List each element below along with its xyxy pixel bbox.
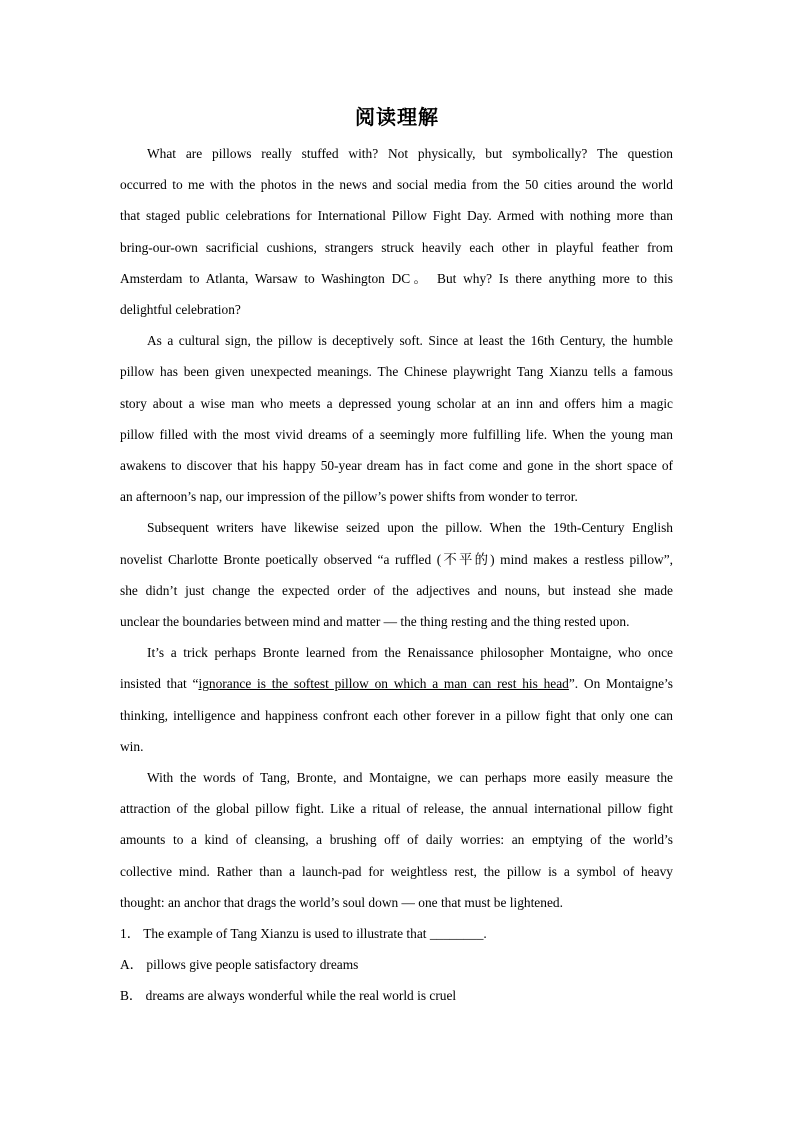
text-line: unclear the boundaries between mind and matter — the thing resting and the thing rested upon. [120, 614, 630, 630]
paragraph-5 [120, 762, 673, 918]
text-line: awakens to discover that his happy 50-year dream has in fact come and gone in the short space of [120, 458, 673, 474]
reading-passage [120, 138, 673, 1012]
text-line: amounts to a kind of cleansing, a brushing off of daily worries: an emptying of the world’s [120, 832, 673, 848]
question-1 [120, 918, 673, 1012]
text-line: an afternoon’s nap, our impression of the pillow’s power shifts from wonder to terror. [120, 489, 578, 505]
text-line: novelist Charlotte Bronte poetically observed “a ruffled (不平的) mind makes a restless pillow”, [120, 551, 673, 567]
text-line: occurred to me with the photos in the news and social media from the 50 cities around the world [120, 177, 673, 193]
question-stem: 1． The example of Tang Xianzu is used to illustrate that ________. [120, 926, 487, 942]
text-line: bring-our-own sacrificial cushions, strangers struck heavily each other in playful feather from [120, 239, 673, 255]
text-line: pillow has been given unexpected meanings. The Chinese playwright Tang Xianzu tells a famous [120, 364, 673, 380]
text-line: win. [120, 738, 144, 754]
quote-suffix: ”. On Montaigne’s [568, 676, 673, 692]
paragraph-2 [120, 325, 673, 512]
text-line: As a cultural sign, the pillow is deceptively soft. Since at least the 16th Century, the humble [147, 333, 673, 349]
option-b: B． dreams are always wonderful while the real world is cruel [120, 988, 457, 1004]
text-line: What are pillows really stuffed with? Not physically, but symbolically? The question [147, 146, 673, 161]
text-line: It’s a trick perhaps Bronte learned from the Renaissance philosopher Montaigne, who once [147, 645, 673, 661]
quote-prefix: insisted that “ [120, 676, 199, 692]
text-line: attraction of the global pillow fight. Like a ritual of release, the annual international pillow fight [120, 801, 673, 817]
text-line: thinking, intelligence and happiness confront each other forever in a pillow fight that only one can [120, 707, 673, 723]
text-line: Subsequent writers have likewise seized upon the pillow. When the 19th-Century English [147, 520, 673, 536]
text-line: delightful celebration? [120, 302, 241, 318]
paragraph-3 [120, 512, 673, 637]
option-a: A． pillows give people satisfactory dreams [120, 957, 359, 973]
text-line: Amsterdam to Atlanta, Warsaw to Washington DC。 But why? Is there anything more to this [120, 270, 673, 286]
text-line: thought: an anchor that drags the world’s soul down — one that must be lightened. [120, 894, 563, 910]
text-line: pillow filled with the most vivid dreams of a seemingly more fulfilling life. When the young man [120, 426, 673, 442]
underlined-quote: ignorance is the softest pillow on which a man can rest his head [198, 676, 569, 692]
page-title: 阅读理解 [355, 107, 439, 129]
text-line: collective mind. Rather than a launch-pad for weightless rest, the pillow is a symbol of heavy [120, 863, 673, 879]
text-line-with-quote [120, 668, 673, 699]
text-line: story about a wise man who meets a depressed young scholar at an inn and offers him a magic [120, 395, 673, 411]
text-line: she didn’t just change the expected order of the adjectives and nouns, but instead she made [120, 582, 673, 598]
text-line: With the words of Tang, Bronte, and Montaigne, we can perhaps more easily measure the [147, 770, 673, 786]
paragraph-4 [120, 637, 673, 762]
paragraph-1 [120, 138, 673, 325]
text-line: that staged public celebrations for International Pillow Fight Day. Armed with nothing more than [120, 208, 673, 224]
